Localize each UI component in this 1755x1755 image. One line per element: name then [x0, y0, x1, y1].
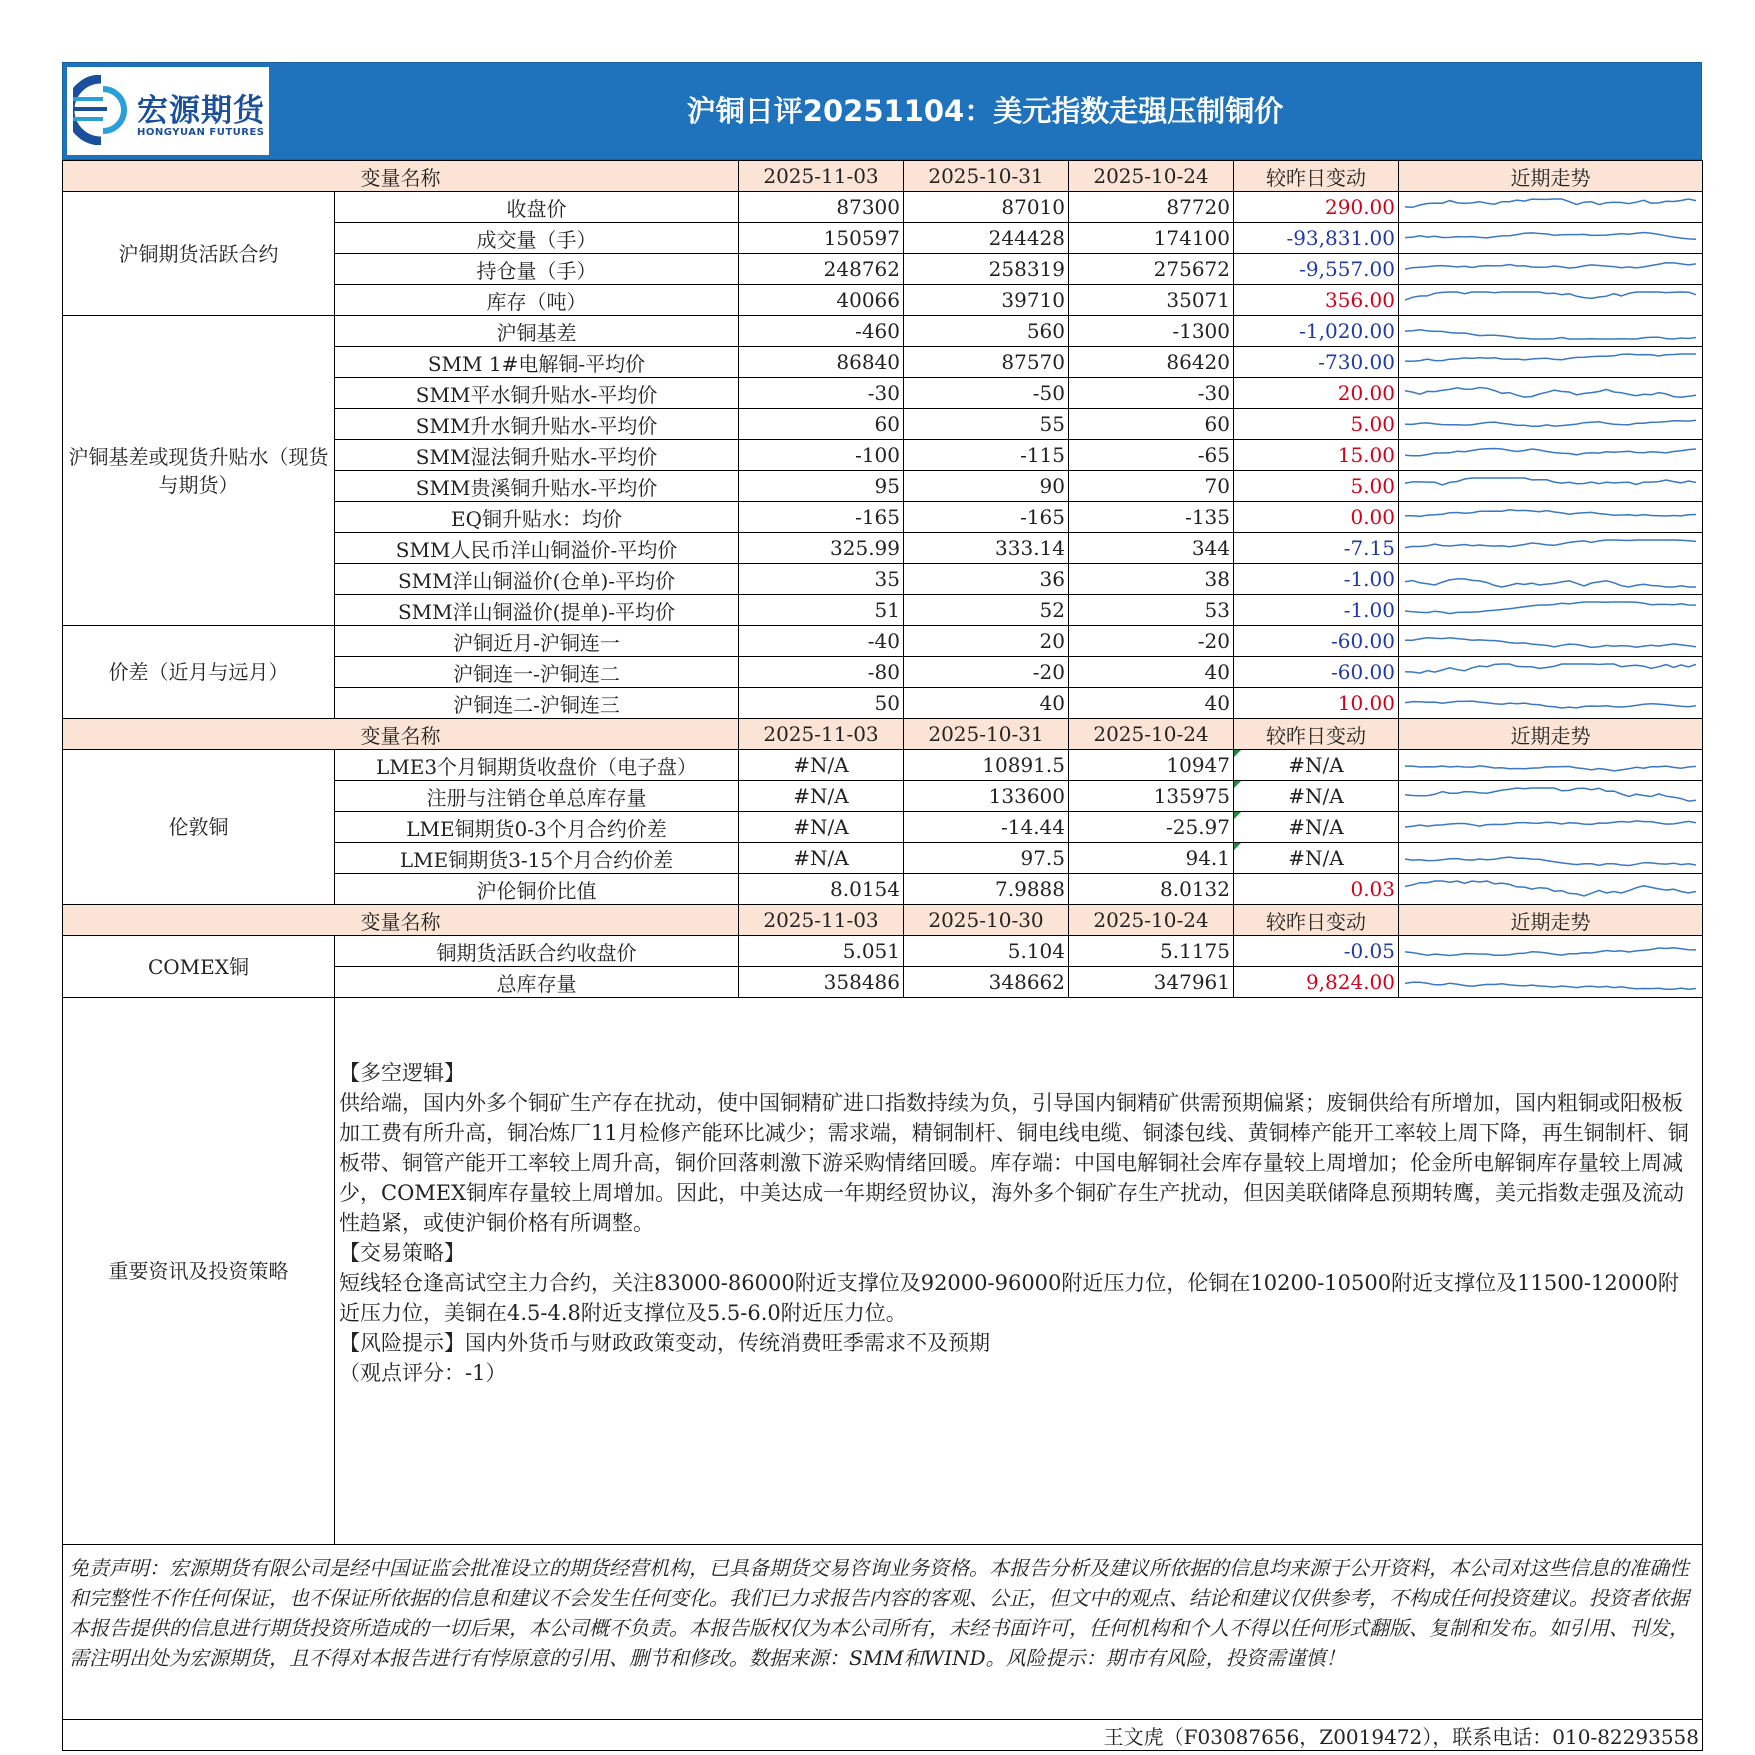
contact-row	[63, 1720, 1703, 1751]
value-date1: 50	[739, 688, 904, 719]
value-date1: 5.051	[739, 936, 904, 967]
value-date3: -135	[1069, 502, 1234, 533]
company-logo	[67, 67, 269, 155]
value-date3: 174100	[1069, 223, 1234, 254]
value-date1: 87300	[739, 192, 904, 223]
value-change: -730.00	[1234, 347, 1399, 378]
value-date2: 20	[904, 626, 1069, 657]
value-date1: 60	[739, 409, 904, 440]
trend-cell	[1399, 378, 1703, 409]
score-text: （观点评分：-1）	[339, 1361, 507, 1385]
value-change: #N/A	[1234, 812, 1399, 843]
variable-name: 沪铜连一-沪铜连二	[335, 657, 739, 688]
value-date1: -40	[739, 626, 904, 657]
column-header-date1: 2025-11-03	[739, 905, 904, 936]
value-date3: 60	[1069, 409, 1234, 440]
trend-cell	[1399, 192, 1703, 223]
value-change: #N/A	[1234, 750, 1399, 781]
variable-name: 沪伦铜价比值	[335, 874, 739, 905]
variable-name: 库存（吨）	[335, 285, 739, 316]
value-date3: -65	[1069, 440, 1234, 471]
value-change: 0.00	[1234, 502, 1399, 533]
value-date1: 40066	[739, 285, 904, 316]
value-date2: -14.44	[904, 812, 1069, 843]
column-header-date2: 2025-10-31	[904, 719, 1069, 750]
value-date2: 36	[904, 564, 1069, 595]
trend-sparkline	[1405, 661, 1696, 683]
column-header-name: 变量名称	[63, 161, 739, 192]
value-date3: 35071	[1069, 285, 1234, 316]
risk-text: 国内外货币与财政政策变动，传统消费旺季需求不及预期	[465, 1331, 990, 1355]
value-date1: 358486	[739, 967, 904, 998]
data-table-body	[63, 161, 1703, 1751]
column-header-trend: 近期走势	[1399, 161, 1703, 192]
trend-sparkline	[1405, 878, 1696, 900]
value-change: 10.00	[1234, 688, 1399, 719]
value-date3: 87720	[1069, 192, 1234, 223]
trend-cell	[1399, 471, 1703, 502]
value-date2: 52	[904, 595, 1069, 626]
value-change: -1.00	[1234, 564, 1399, 595]
value-change: -60.00	[1234, 626, 1399, 657]
column-header-trend: 近期走势	[1399, 905, 1703, 936]
value-date2: 10891.5	[904, 750, 1069, 781]
trend-sparkline	[1405, 351, 1696, 373]
value-change: #N/A	[1234, 781, 1399, 812]
trend-sparkline	[1405, 537, 1696, 559]
value-date1: -165	[739, 502, 904, 533]
value-date2: 87010	[904, 192, 1069, 223]
trend-sparkline	[1405, 816, 1696, 838]
strategy-notes	[335, 998, 1703, 1545]
value-date2: 97.5	[904, 843, 1069, 874]
contact-info: 王文虎（F03087656，Z0019472），联系电话：010-82293558	[63, 1720, 1703, 1751]
trend-sparkline	[1405, 754, 1696, 776]
trend-cell	[1399, 688, 1703, 719]
trend-cell	[1399, 440, 1703, 471]
column-header-date3: 2025-10-24	[1069, 161, 1234, 192]
value-date2: 244428	[904, 223, 1069, 254]
value-date1: 150597	[739, 223, 904, 254]
value-date2: -50	[904, 378, 1069, 409]
header-row	[63, 719, 1703, 750]
variable-name: SMM人民币洋山铜溢价-平均价	[335, 533, 739, 564]
column-header-name: 变量名称	[63, 905, 739, 936]
disclaimer-row	[63, 1545, 1703, 1720]
value-date1: -100	[739, 440, 904, 471]
value-date2: 560	[904, 316, 1069, 347]
value-change: -7.15	[1234, 533, 1399, 564]
value-date3: 135975	[1069, 781, 1234, 812]
trade-text: 短线轻仓逢高试空主力合约，关注83000-86000附近支撑位及92000-96000附近压力位，伦铜在10200-10500附近支撑位及11500-12000附近压力位，美铜在4.5-4.8附近支撑位及5.5-6.0附近压力位。	[339, 1271, 1679, 1325]
column-header-date3: 2025-10-24	[1069, 719, 1234, 750]
value-date3: 40	[1069, 688, 1234, 719]
table-row	[63, 750, 1703, 781]
value-date1: 51	[739, 595, 904, 626]
variable-name: EQ铜升贴水：均价	[335, 502, 739, 533]
variable-name: SMM洋山铜溢价(提单)-平均价	[335, 595, 739, 626]
group-label: 沪铜基差或现货升贴水（现货与期货）	[63, 316, 335, 626]
table-row	[63, 936, 1703, 967]
report-sheet	[62, 62, 1702, 1751]
value-change: -1.00	[1234, 595, 1399, 626]
group-label: 沪铜期货活跃合约	[63, 192, 335, 316]
trend-sparkline	[1405, 568, 1696, 590]
trend-sparkline	[1405, 599, 1696, 621]
column-header-trend: 近期走势	[1399, 719, 1703, 750]
variable-name: 注册与注销仓单总库存量	[335, 781, 739, 812]
variable-name: 沪铜近月-沪铜连一	[335, 626, 739, 657]
value-date1: #N/A	[739, 750, 904, 781]
trend-cell	[1399, 781, 1703, 812]
trend-cell	[1399, 874, 1703, 905]
column-header-date1: 2025-11-03	[739, 719, 904, 750]
trend-cell	[1399, 812, 1703, 843]
variable-name: SMM洋山铜溢价(仓单)-平均价	[335, 564, 739, 595]
value-date2: 333.14	[904, 533, 1069, 564]
value-change: -60.00	[1234, 657, 1399, 688]
variable-name: SMM贵溪铜升贴水-平均价	[335, 471, 739, 502]
trend-cell	[1399, 967, 1703, 998]
trend-sparkline	[1405, 630, 1696, 652]
trend-cell	[1399, 316, 1703, 347]
value-change: -1,020.00	[1234, 316, 1399, 347]
trend-sparkline	[1405, 289, 1696, 311]
value-date1: -460	[739, 316, 904, 347]
trend-sparkline	[1405, 847, 1696, 869]
hongyuan-logo-icon	[73, 75, 129, 145]
value-date3: -20	[1069, 626, 1234, 657]
value-date3: -25.97	[1069, 812, 1234, 843]
value-date3: -1300	[1069, 316, 1234, 347]
value-date3: 70	[1069, 471, 1234, 502]
value-date1: 35	[739, 564, 904, 595]
value-change: #N/A	[1234, 843, 1399, 874]
trend-cell	[1399, 254, 1703, 285]
value-change: 290.00	[1234, 192, 1399, 223]
value-date1: #N/A	[739, 843, 904, 874]
value-date2: -20	[904, 657, 1069, 688]
trend-sparkline	[1405, 227, 1696, 249]
strategy-row	[63, 998, 1703, 1545]
value-date3: -30	[1069, 378, 1234, 409]
trend-cell	[1399, 502, 1703, 533]
trend-sparkline	[1405, 413, 1696, 435]
trend-cell	[1399, 564, 1703, 595]
variable-name: SMM升水铜升贴水-平均价	[335, 409, 739, 440]
logo-english-name: HONGYUAN FUTURES	[137, 127, 265, 138]
value-date3: 5.1175	[1069, 936, 1234, 967]
value-date1: 325.99	[739, 533, 904, 564]
value-change: -93,831.00	[1234, 223, 1399, 254]
value-change: -9,557.00	[1234, 254, 1399, 285]
value-date3: 275672	[1069, 254, 1234, 285]
table-row	[63, 626, 1703, 657]
trend-sparkline	[1405, 475, 1696, 497]
trend-sparkline	[1405, 444, 1696, 466]
value-date1: 86840	[739, 347, 904, 378]
value-date2: -165	[904, 502, 1069, 533]
variable-name: LME铜期货0-3个月合约价差	[335, 812, 739, 843]
value-date2: 5.104	[904, 936, 1069, 967]
value-change: -0.05	[1234, 936, 1399, 967]
column-header-change: 较昨日变动	[1234, 719, 1399, 750]
trend-sparkline	[1405, 506, 1696, 528]
value-change: 5.00	[1234, 471, 1399, 502]
value-date1: 8.0154	[739, 874, 904, 905]
value-date3: 53	[1069, 595, 1234, 626]
value-change: 356.00	[1234, 285, 1399, 316]
variable-name: LME铜期货3-15个月合约价差	[335, 843, 739, 874]
risk-line	[339, 1328, 1698, 1358]
value-date2: 87570	[904, 347, 1069, 378]
trend-cell	[1399, 936, 1703, 967]
value-date3: 344	[1069, 533, 1234, 564]
value-change: 15.00	[1234, 440, 1399, 471]
column-header-change: 较昨日变动	[1234, 161, 1399, 192]
variable-name: SMM湿法铜升贴水-平均价	[335, 440, 739, 471]
value-date2: 90	[904, 471, 1069, 502]
column-header-date3: 2025-10-24	[1069, 905, 1234, 936]
value-date3: 38	[1069, 564, 1234, 595]
trend-sparkline	[1405, 320, 1696, 342]
column-header-date2: 2025-10-31	[904, 161, 1069, 192]
variable-name: 持仓量（手）	[335, 254, 739, 285]
trend-sparkline	[1405, 940, 1696, 962]
value-date2: 55	[904, 409, 1069, 440]
group-label: COMEX铜	[63, 936, 335, 998]
value-date2: 258319	[904, 254, 1069, 285]
value-date2: 40	[904, 688, 1069, 719]
logo-chinese-name: 宏源期货	[137, 93, 265, 129]
value-date1: -80	[739, 657, 904, 688]
trend-cell	[1399, 533, 1703, 564]
value-date3: 94.1	[1069, 843, 1234, 874]
value-date1: #N/A	[739, 812, 904, 843]
trend-sparkline	[1405, 258, 1696, 280]
value-date2: 7.9888	[904, 874, 1069, 905]
table-row	[63, 316, 1703, 347]
trend-cell	[1399, 843, 1703, 874]
value-date3: 40	[1069, 657, 1234, 688]
value-date1: #N/A	[739, 781, 904, 812]
column-header-change: 较昨日变动	[1234, 905, 1399, 936]
disclaimer-text: 免责声明：宏源期货有限公司是经中国证监会批准设立的期货经营机构，已具备期货交易咨询业务资格。本报告分析及建议所依据的信息均来源于公开资料，本公司对这些信息的准确性和完整性不作任何保证，也不保证所依据的信息和建议不会发生任何变化。我们已力求报告内容的客观、公正，但文中的观点、结论和建议仅供参考，不构成任何投资建议。投资者依据本报告提供的信息进行期货投资所造成的一切后果，本公司概不负责。本报告版权仅为本公司所有，未经书面许可，任何机构和个人不得以任何形式翻版、复制和发布。如引用、刊发，需注明出处为宏源期货，且不得对本报告进行有悖原意的引用、删节和修改。数据来源：SMM和WIND。风险提示：期市有风险，投资需谨慎！	[63, 1545, 1703, 1720]
value-date3: 10947	[1069, 750, 1234, 781]
variable-name: 铜期货活跃合约收盘价	[335, 936, 739, 967]
value-change: 9,824.00	[1234, 967, 1399, 998]
trend-cell	[1399, 347, 1703, 378]
value-date1: -30	[739, 378, 904, 409]
value-date3: 347961	[1069, 967, 1234, 998]
variable-name: 沪铜连二-沪铜连三	[335, 688, 739, 719]
trend-cell	[1399, 657, 1703, 688]
variable-name: SMM平水铜升贴水-平均价	[335, 378, 739, 409]
logic-text: 供给端，国内外多个铜矿生产存在扰动，使中国铜精矿进口指数持续为负，引导国内铜精矿供需预期偏紧；废铜供给有所增加，国内粗铜或阳极板加工费有所升高，铜冶炼厂11月检修产能环比减少；需求端，精铜制杆、铜电线电缆、铜漆包线、黄铜棒产能开工率较上周下降，再生铜制杆、铜板带、铜管产能开工率较上周升高，铜价回落刺激下游采购情绪回暖。库存端：中国电解铜社会库存量较上周增加；伦金所电解铜库存量较上周减少，COMEX铜库存量较上周增加。因此，中美达成一年期经贸协议，海外多个铜矿存生产扰动，但因美联储降息预期转鹰，美元指数走强及流动性趋紧，或使沪铜价格有所调整。	[339, 1091, 1689, 1235]
value-date2: 348662	[904, 967, 1069, 998]
value-date2: -115	[904, 440, 1069, 471]
value-date3: 86420	[1069, 347, 1234, 378]
variable-name: 收盘价	[335, 192, 739, 223]
variable-name: 总库存量	[335, 967, 739, 998]
group-label: 价差（近月与远月）	[63, 626, 335, 719]
variable-name: 成交量（手）	[335, 223, 739, 254]
trend-cell	[1399, 750, 1703, 781]
logic-title: 【多空逻辑】	[339, 1061, 465, 1085]
risk-title: 【风险提示】	[339, 1331, 465, 1355]
header-row	[63, 161, 1703, 192]
trend-sparkline	[1405, 971, 1696, 993]
variable-name: LME3个月铜期货收盘价（电子盘）	[335, 750, 739, 781]
trend-cell	[1399, 409, 1703, 440]
variable-name: SMM 1#电解铜-平均价	[335, 347, 739, 378]
trend-sparkline	[1405, 692, 1696, 714]
value-date2: 133600	[904, 781, 1069, 812]
strategy-label: 重要资讯及投资策略	[63, 998, 335, 1545]
variable-name: 沪铜基差	[335, 316, 739, 347]
value-date1: 95	[739, 471, 904, 502]
report-banner	[62, 62, 1702, 160]
value-date3: 8.0132	[1069, 874, 1234, 905]
trend-cell	[1399, 595, 1703, 626]
trend-sparkline	[1405, 196, 1696, 218]
trend-sparkline	[1405, 382, 1696, 404]
trade-title: 【交易策略】	[339, 1241, 465, 1265]
column-header-date1: 2025-11-03	[739, 161, 904, 192]
table-row	[63, 192, 1703, 223]
column-header-name: 变量名称	[63, 719, 739, 750]
trend-cell	[1399, 285, 1703, 316]
data-table	[62, 160, 1703, 1751]
report-title: 沪铜日评20251104：美元指数走强压制铜价	[686, 94, 1284, 128]
value-date1: 248762	[739, 254, 904, 285]
value-change: 0.03	[1234, 874, 1399, 905]
header-row	[63, 905, 1703, 936]
group-label: 伦敦铜	[63, 750, 335, 905]
value-change: 5.00	[1234, 409, 1399, 440]
value-date2: 39710	[904, 285, 1069, 316]
trend-cell	[1399, 626, 1703, 657]
value-change: 20.00	[1234, 378, 1399, 409]
column-header-date2: 2025-10-30	[904, 905, 1069, 936]
trend-cell	[1399, 223, 1703, 254]
trend-sparkline	[1405, 785, 1696, 807]
